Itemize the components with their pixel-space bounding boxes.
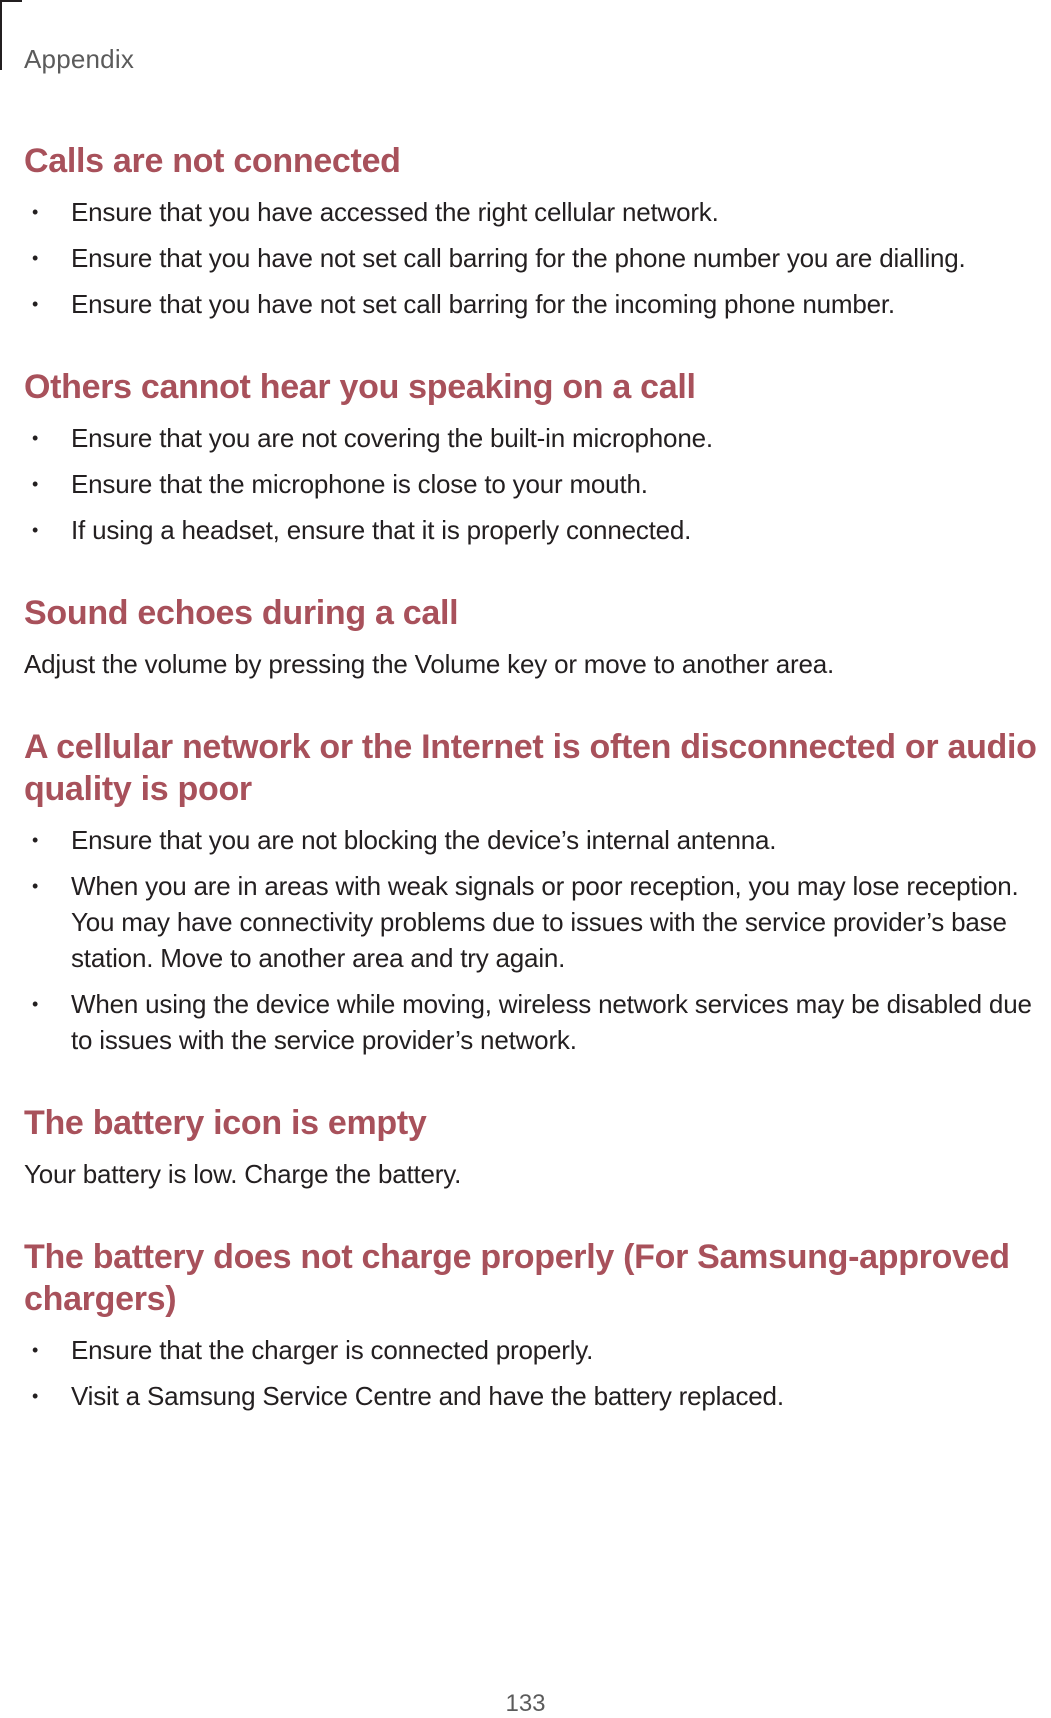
list-item-text: Visit a Samsung Service Centre and have the battery replaced.	[71, 1381, 784, 1411]
section-heading: Sound echoes during a call	[24, 594, 459, 632]
running-header: Appendix	[24, 44, 135, 74]
list-item	[24, 822, 1044, 858]
bullet-icon: •	[32, 428, 39, 448]
bullet-list	[24, 194, 1044, 322]
list-item	[24, 194, 1044, 230]
page-number: 133	[505, 1690, 546, 1717]
list-item	[24, 240, 1044, 276]
list-item	[24, 420, 1044, 456]
bullet-list	[24, 822, 1044, 1058]
list-item-text: Ensure that the charger is connected properly.	[71, 1335, 594, 1365]
list-item	[24, 986, 1044, 1058]
page-content	[24, 140, 1044, 1458]
bullet-icon: •	[32, 994, 39, 1014]
list-item-text: Ensure that you are not covering the built-in microphone.	[71, 423, 713, 453]
list-item	[24, 286, 1044, 322]
bullet-list	[24, 1332, 1044, 1414]
list-item-text: Ensure that you are not blocking the device’s internal antenna.	[71, 825, 777, 855]
list-item-text: Ensure that you have accessed the right cellular network.	[71, 197, 719, 227]
section-heading: Others cannot hear you speaking on a call	[24, 368, 696, 406]
section-battery-icon-empty	[24, 1102, 1044, 1192]
section-calls-not-connected	[24, 140, 1044, 322]
section-heading: The battery icon is empty	[24, 1104, 427, 1142]
section-network-disconnected	[24, 726, 1044, 1058]
section-heading: A cellular network or the Internet is often disconnected or audio quality is poor	[24, 728, 1037, 808]
list-item-text: Ensure that you have not set call barring for the incoming phone number.	[71, 289, 895, 319]
bullet-list	[24, 420, 1044, 548]
bullet-icon: •	[32, 1386, 39, 1406]
section-others-cannot-hear	[24, 366, 1044, 548]
section-heading: Calls are not connected	[24, 142, 401, 180]
section-sound-echoes	[24, 592, 1044, 682]
bullet-icon: •	[32, 248, 39, 268]
crop-mark-horizontal	[0, 0, 22, 2]
bullet-icon: •	[32, 520, 39, 540]
crop-mark-vertical	[0, 0, 2, 70]
section-paragraph: Your battery is low. Charge the battery.	[24, 1159, 462, 1189]
bullet-icon: •	[32, 294, 39, 314]
bullet-icon: •	[32, 876, 39, 896]
bullet-icon: •	[32, 202, 39, 222]
bullet-icon: •	[32, 474, 39, 494]
section-paragraph: Adjust the volume by pressing the Volume key or move to another area.	[24, 649, 834, 679]
list-item-text: When using the device while moving, wireless network services may be disabled due to issues with the service provider’s network.	[71, 989, 1032, 1055]
list-item	[24, 512, 1044, 548]
list-item-text: If using a headset, ensure that it is properly connected.	[71, 515, 692, 545]
list-item	[24, 1378, 1044, 1414]
list-item	[24, 1332, 1044, 1368]
bullet-icon: •	[32, 1340, 39, 1360]
list-item-text: Ensure that you have not set call barring for the phone number you are dialling.	[71, 243, 966, 273]
section-heading: The battery does not charge properly (For Samsung-approved chargers)	[24, 1238, 1010, 1318]
list-item-text: Ensure that the microphone is close to your mouth.	[71, 469, 648, 499]
list-item-text: When you are in areas with weak signals or poor reception, you may lose reception. You may have connectivity problems due to issues with the service provider’s base station. Move to another area and try again.	[71, 871, 1019, 973]
section-battery-not-charging	[24, 1236, 1044, 1414]
list-item	[24, 868, 1044, 976]
bullet-icon: •	[32, 830, 39, 850]
list-item	[24, 466, 1044, 502]
